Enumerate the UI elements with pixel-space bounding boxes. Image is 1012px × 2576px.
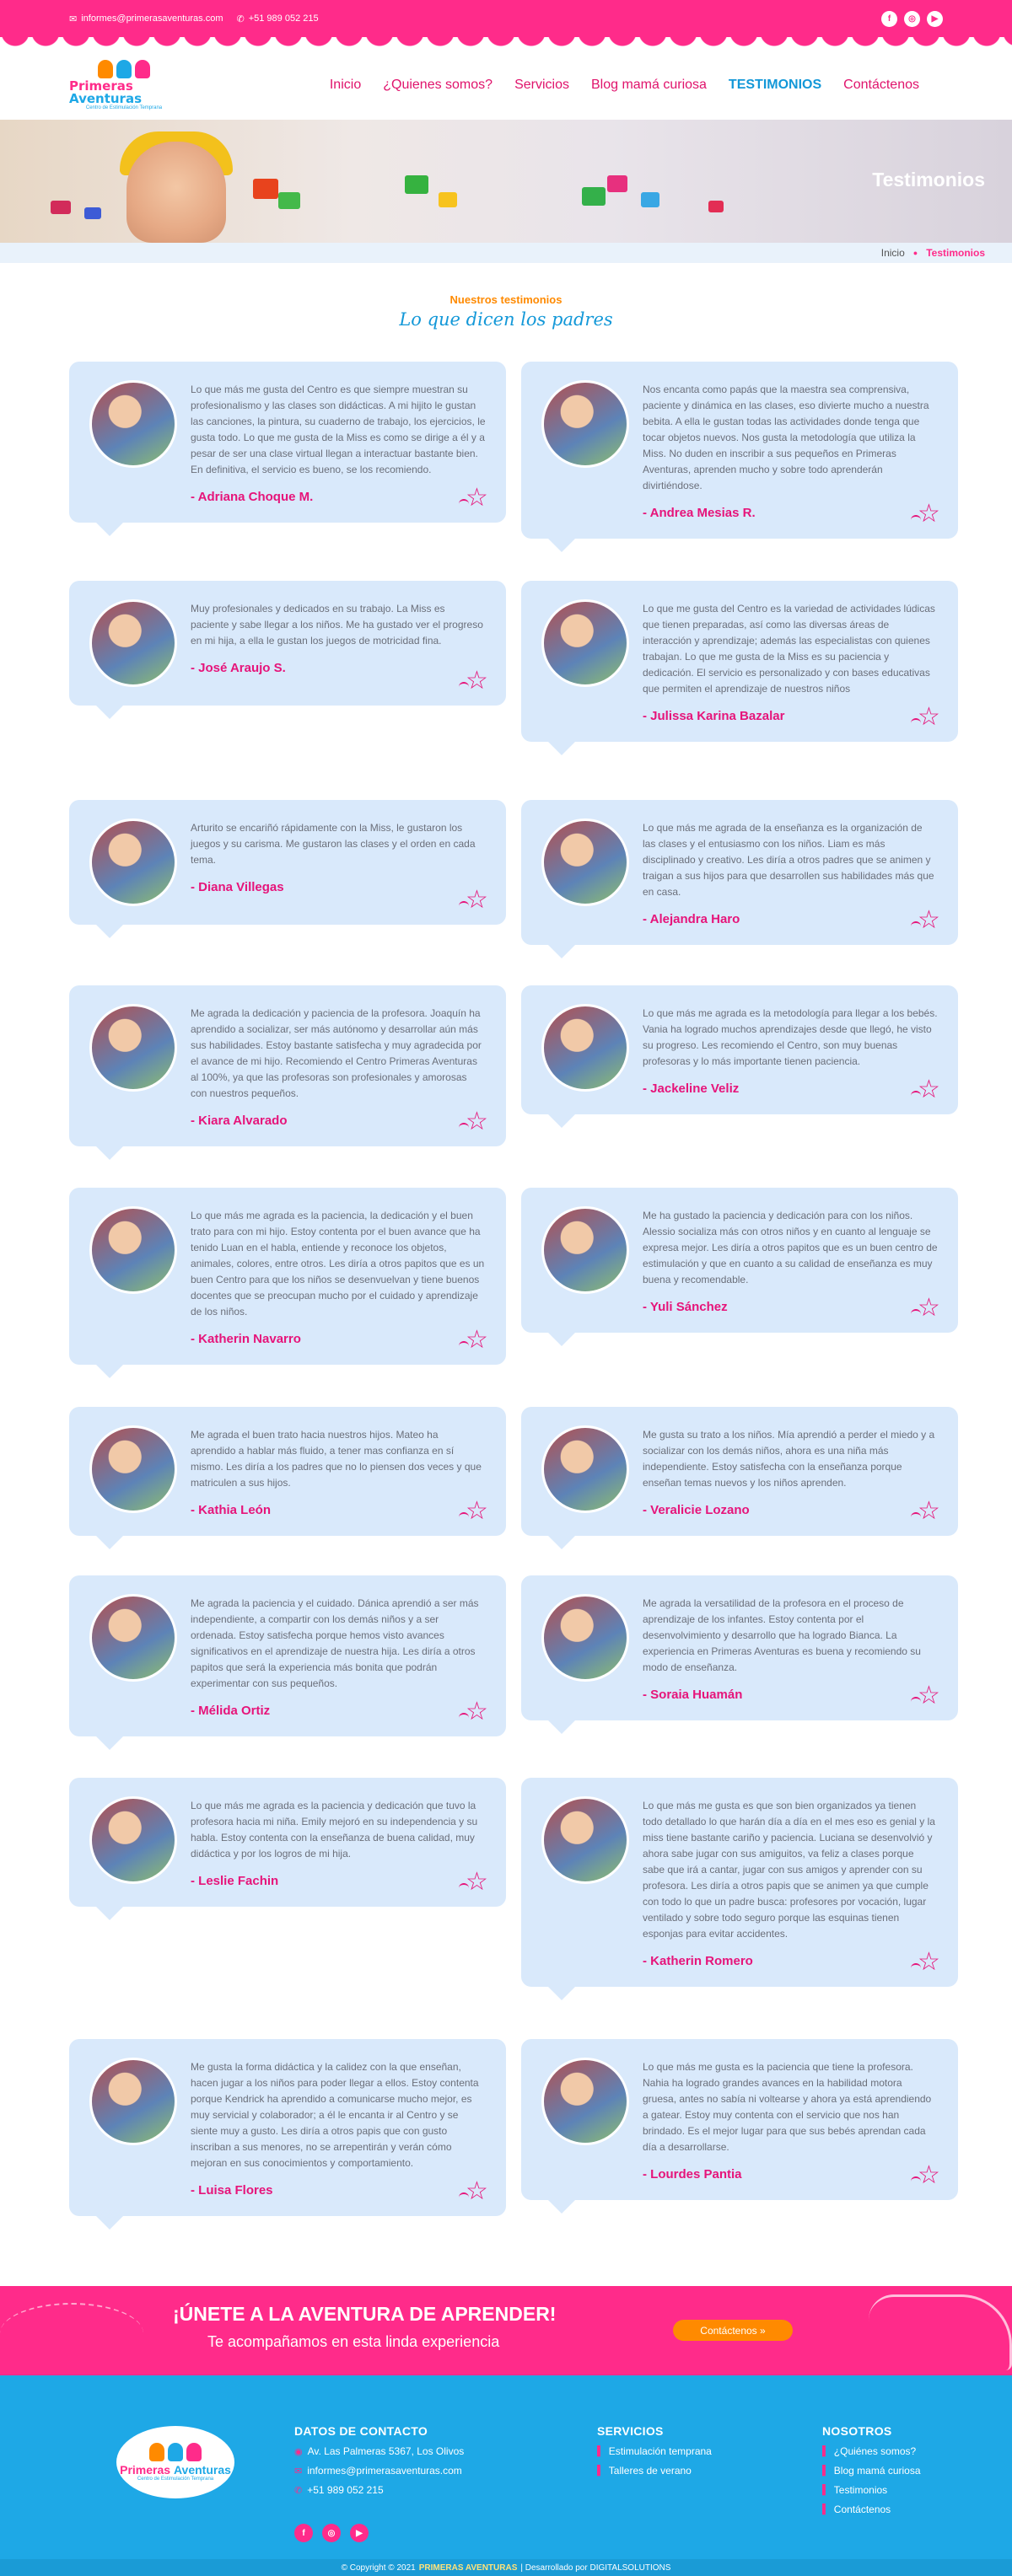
testimonial-author: - Kiara Alvarado: [191, 1114, 288, 1128]
parent-avatar: [89, 1796, 177, 1884]
parent-avatar: [541, 1004, 629, 1092]
youtube-icon[interactable]: ▶: [350, 2524, 369, 2542]
testimonial-text: Me gusta la forma didáctica y la calidez con la que enseñan, hacen jugar a los niños para poder llegar a ellos. Estoy contenta porque Kendrick ha aprendido a comunicarse mucho mejor, es muy servicial y colaborador; a él le encanta ir al Centro y se siente muy a gusto. Les diría a otros papis que con gusto inscriban a sus menores, no se arrepentirán y verán cómo mejoran en sus conocimientos y comportamiento.: [191, 2061, 479, 2169]
testimonial-card: [521, 1575, 958, 1720]
testimonial-card: [69, 1575, 506, 1736]
testimonial-author: - Katherin Romero: [643, 1954, 753, 1968]
site-logo[interactable]: [69, 51, 179, 120]
testimonial-card: [69, 985, 506, 1146]
testimonial-text: Me agrada la dedicación y paciencia de la profesora. Joaquín ha aprendido a socializar, ser más autónomo y desarrollar aún más sus habilidades. Estoy bastante satisfecha y muy agradecida por el avance de mi hijo. Recomiendo el Centro Primeras Aventuras al 100%, ya que las profesoras son profesionales y amorosas con nuestros pequeños.: [191, 1007, 482, 1099]
facebook-icon[interactable]: f: [881, 11, 897, 27]
testimonial-author: - Leslie Fachin: [191, 1874, 279, 1888]
parent-avatar: [541, 1425, 629, 1513]
footer-link[interactable]: ▌ Contáctenos: [822, 2504, 891, 2515]
whatsapp-icon: ✆: [236, 13, 245, 24]
footer-address: ◉ Av. Las Palmeras 5367, Los Olivos: [294, 2445, 465, 2457]
testimonial-author: - Diana Villegas: [191, 880, 284, 894]
star-icon: [918, 703, 946, 732]
testimonial-text: Arturito se encariñó rápidamente con la Miss, le gustaron los juegos y su carisma. Me gustaron las clases y el orden en cada tema.: [191, 822, 476, 866]
star-icon: [918, 1294, 946, 1323]
testimonial-card: [521, 1778, 958, 1987]
nav-testimonios[interactable]: TESTIMONIOS: [728, 78, 822, 92]
testimonial-author: - Andrea Mesias R.: [643, 506, 756, 520]
parent-avatar: [541, 1206, 629, 1294]
logo-kid-icon: [116, 60, 132, 78]
star-icon: [918, 500, 946, 529]
bullet-icon: ▌: [822, 2485, 829, 2495]
parent-avatar: [89, 818, 177, 906]
parent-avatar: [89, 380, 177, 468]
testimonial-author: - Adriana Choque M.: [191, 490, 314, 504]
testimonial-author: - Lourdes Pantia: [643, 2167, 742, 2182]
bullet-icon: ▌: [822, 2446, 829, 2456]
parent-avatar: [541, 599, 629, 687]
star-icon: [466, 1497, 494, 1526]
star-icon: [918, 2161, 946, 2190]
footer-contact: [294, 2424, 464, 2496]
cta-banner: [0, 2286, 1012, 2375]
testimonial-author: - Julissa Karina Bazalar: [643, 709, 785, 723]
testimonial-text: Lo que me gusta del Centro es la variedad de actividades lúdicas que tienen preparadas, así como las diversas áreas de interacción y aprendizaje; además las especialistas con quienes trabajan. Lo que me gusta de la Miss es su paciencia y dedicación. El servicio es personalizado y con bases educativas que permiten el aprendizaje de nuestros niños: [643, 603, 935, 695]
footer-phone[interactable]: ✆ +51 989 052 215: [294, 2484, 384, 2496]
footer-link[interactable]: ▌ Blog mamá curiosa: [822, 2465, 921, 2477]
testimonial-author: - Katherin Navarro: [191, 1332, 301, 1346]
toy-block-icon: [582, 187, 606, 206]
star-icon: [466, 484, 494, 513]
paper-plane-icon: [0, 2303, 143, 2364]
logo-kid-icon: [98, 60, 113, 78]
section-header: [0, 293, 1012, 338]
copyright-bar: [0, 2559, 1012, 2576]
testimonial-text: Me gusta su trato a los niños. Mía aprendió a perder el miedo y a socializar con los demás niños, ahora es una niña más independiente. Estoy satisfecha con la enseñanza porque enseñan temas nuevos y los niños aprenden.: [643, 1429, 935, 1489]
parent-avatar: [541, 818, 629, 906]
parent-avatar: [89, 1206, 177, 1294]
logo-kid-icon: [135, 60, 150, 78]
topbar-email[interactable]: ✉ informes@primerasaventuras.com: [69, 13, 223, 24]
star-icon: [918, 1497, 946, 1526]
parent-avatar: [89, 1425, 177, 1513]
testimonial-card: [69, 1188, 506, 1365]
instagram-icon[interactable]: ◎: [904, 11, 920, 27]
footer-link[interactable]: ▌ ¿Quiénes somos?: [822, 2445, 917, 2457]
topbar-phone[interactable]: ✆ +51 989 052 215: [236, 13, 319, 24]
testimonial-author: - Veralicie Lozano: [643, 1503, 750, 1517]
testimonial-author: - Alejandra Haro: [643, 912, 740, 926]
footer-logo-subtitle: Centro de Estimulación Temprana: [137, 2477, 214, 2482]
testimonial-text: Muy profesionales y dedicados en su trabajo. La Miss es paciente y sabe llegar a los niños. Me ha gustado ver el progreso en mi hija, a ella le gustan los juegos de motricidad fina.: [191, 603, 483, 647]
toy-block-icon: [51, 201, 71, 214]
footer-link[interactable]: ▌ Talleres de verano: [597, 2465, 692, 2477]
testimonial-card: [521, 2039, 958, 2200]
squiggle-divider: [481, 331, 531, 338]
testimonial-text: Lo que más me agrada es la paciencia, la dedicación y el buen trato para con mi hijo. Estoy contenta por el buen avance que ha tenido Luan en el habla, entiende y reconoce los objetos, animales, colores, entre otros. Les diría a otros papitos que es un buen Centro para que los niños se desenvuelvan y tiene buenos docentes que se preocupan mucho por el cuidado y aprendizaje de los niños.: [191, 1210, 485, 1318]
star-icon: [466, 886, 494, 915]
topbar-socials: [881, 11, 943, 27]
testimonial-text: Lo que más me agrada es la metodología para llegar a los bebés. Vania ha logrado muchos aprendizajes desde que llegó, he visto su progreso. Les recomiendo el Centro, son muy buenas profesoras y lo más importante tienen paciencia.: [643, 1007, 938, 1067]
testimonial-card: [69, 362, 506, 523]
testimonial-card: [69, 1407, 506, 1536]
testimonial-text: Me agrada la paciencia y el cuidado. Dánica aprendió a ser más independiente, a compartir con los demás niños y a ser ordenada. Estoy satisfecha porque hemos visto avances significativos en el aprendizaje de nuestra hija. Les diría a otros papitos que será la experiencia más bonita que podrán experimentar con sus pequeños.: [191, 1597, 479, 1689]
testimonial-author: - José Araujo S.: [191, 661, 286, 675]
cta-title: ¡ÚNETE A LA AVENTURA DE APRENDER!: [173, 2303, 557, 2325]
breadcrumb-home[interactable]: Inicio: [880, 247, 905, 259]
footer-link[interactable]: ▌ Estimulación temprana: [597, 2445, 712, 2457]
testimonial-card: [69, 581, 506, 706]
toy-block-icon: [405, 175, 428, 194]
topbar-contact: [69, 13, 319, 24]
nav-quienes-somos[interactable]: ¿Quienes somos?: [383, 78, 493, 92]
toy-block-icon: [278, 192, 300, 209]
testimonial-card: [69, 2039, 506, 2216]
bullet-icon: ▌: [597, 2446, 604, 2456]
breadcrumb-current: Testimonios: [926, 247, 985, 259]
site-header: [0, 51, 1012, 120]
bullet-icon: ▌: [822, 2466, 829, 2476]
toy-block-icon: [439, 192, 457, 207]
breadcrumb: [0, 243, 1012, 263]
nav-blog[interactable]: Blog mamá curiosa: [590, 78, 707, 92]
testimonial-author: - Jackeline Veliz: [643, 1081, 740, 1096]
footer-nosotros-title: NOSOTROS: [822, 2424, 892, 2438]
footer-logo-text: Primeras Aventuras: [120, 2463, 231, 2477]
parent-avatar: [541, 1594, 629, 1682]
testimonials-grid: [0, 362, 1012, 2300]
logo-kids-icon: [149, 2443, 202, 2461]
bullet-icon: ▌: [822, 2504, 829, 2514]
footer-email[interactable]: ✉ informes@primerasaventuras.com: [294, 2465, 462, 2477]
logo-kids-icon: [98, 60, 150, 78]
main-nav: [330, 78, 919, 93]
nav-servicios[interactable]: Servicios: [514, 78, 569, 92]
testimonial-card: [521, 800, 958, 945]
youtube-icon[interactable]: ▶: [927, 11, 943, 27]
logo-kid-icon: [149, 2443, 164, 2461]
mail-icon: ✉: [69, 13, 78, 24]
breadcrumb-separator-icon: ●: [912, 249, 918, 257]
facebook-icon[interactable]: f: [294, 2524, 313, 2542]
testimonial-author: - Yuli Sánchez: [643, 1300, 728, 1314]
topbar: [0, 0, 1012, 37]
parent-avatar: [89, 599, 177, 687]
copyright-credit: | Desarrollado por DIGITALSOLUTIONS: [520, 2563, 671, 2573]
testimonial-text: Lo que más me agrada de la enseñanza es la organización de las clases y el entusiasmo con los niños. Liam es más disciplinado y creativo. Les diría a otros padres que se animen y traigan a sus hijos para que desarrollen sus habilidades más que en casa.: [643, 822, 934, 898]
site-footer: [0, 2375, 1012, 2559]
cta-subtitle: Te acompañamos en esta linda experiencia: [207, 2333, 500, 2350]
testimonial-text: Me ha gustado la paciencia y dedicación para con los niños. Alessio socializa más con otros niños y en cuanto al lenguaje se expresa mejor. Les diría a otros papitos que es un buen centro de estimulación y que en cuanto a su calidad de enseñanza es muy buena y recomendable.: [643, 1210, 938, 1285]
star-icon: [466, 1698, 494, 1726]
testimonial-card: [69, 800, 506, 925]
footer-nosotros: [822, 2424, 921, 2515]
location-icon: ◉: [294, 2446, 303, 2457]
star-icon: [918, 1948, 946, 1977]
testimonial-card: [521, 1188, 958, 1333]
star-icon: [466, 1868, 494, 1897]
star-icon: [918, 1682, 946, 1710]
parent-avatar: [89, 2058, 177, 2145]
star-icon: [918, 1076, 946, 1104]
testimonial-card: [521, 362, 958, 539]
testimonial-author: - Luisa Flores: [191, 2183, 273, 2198]
testimonial-text: Lo que más me gusta es la paciencia que tiene la profesora. Nahia ha logrado grandes avances en la habilidad motora gruesa, antes no sabía ni voltearse y ahora ya está aprendiendo a gatear. Estoy muy contenta con el servicio que nos han brindado. Es el mejor lugar para que sus bebés aprendan cada día a desarrollarse.: [643, 2061, 932, 2153]
star-icon: [466, 1108, 494, 1136]
toy-block-icon: [641, 192, 659, 207]
parent-avatar: [541, 1796, 629, 1884]
footer-logo[interactable]: [116, 2426, 234, 2498]
hero-baby-image: [126, 142, 226, 243]
testimonial-text: Lo que más me gusta es que son bien organizados ya tienen todo detallado lo que harán día a día en el mes eso es genial y la miss tiene bastante cariño y paciencia. Luciana se desenvolvió y ahora sabe jugar con sus amiguitos, va feliz a clases porque sabe que irá a cantar, jugar con sus amigos y aprender con su profesora. Les diría a otros papis que se animen ya que cumple con todo lo que un padre busca: profesores por vocación, lugar ventilado y sobre todo seguro porque las esquinas tienen esponjas para evitar accidentes.: [643, 1800, 935, 1940]
squiggle-decoration: [869, 2294, 1012, 2370]
parent-avatar: [89, 1594, 177, 1682]
testimonial-author: - Kathia León: [191, 1503, 272, 1517]
copyright-text: © Copyright © 2021: [341, 2563, 416, 2573]
logo-text: Primeras Aventuras: [69, 78, 143, 106]
testimonial-text: Lo que más me gusta del Centro es que siempre muestran su profesionalismo y las clases son didácticas. A mi hijito le gustan las canciones, la pintura, su cuaderno de trabajo, los ejercicios, le gusta todo. Lo que me gusta de la Miss es como se dirige a él y a pesar de ser una clase virtual llegan a interactuar bastante bien. En definitiva, el servicio es bueno, se los recomiendo.: [191, 384, 486, 475]
section-kicker: Nuestros testimonios: [449, 293, 563, 306]
logo-kid-icon: [168, 2443, 183, 2461]
testimonial-card: [521, 985, 958, 1114]
parent-avatar: [89, 1004, 177, 1092]
nav-inicio[interactable]: Inicio: [329, 78, 362, 92]
star-icon: [466, 1326, 494, 1355]
section-title: Lo que dicen los padres: [399, 309, 613, 330]
testimonial-author: - Mélida Ortiz: [191, 1704, 271, 1718]
star-icon: [918, 906, 946, 935]
copyright-brand[interactable]: PRIMERAS AVENTURAS: [418, 2563, 518, 2573]
testimonial-card: [521, 581, 958, 742]
footer-services-title: SERVICIOS: [597, 2424, 664, 2438]
footer-socials: [294, 2524, 369, 2542]
hero-banner: [0, 120, 1012, 243]
testimonial-text: Lo que más me agrada es la paciencia y dedicación que tuvo la profesora hacia mi niña. Emily mejoró en su independencia y su habla. Estoy contenta con la enseñanza de buena calidad, muy didáctica y por los logros de mi hija.: [191, 1800, 478, 1860]
testimonial-author: - Soraia Huamán: [643, 1688, 743, 1702]
bullet-icon: ▌: [597, 2466, 604, 2476]
instagram-icon[interactable]: ◎: [322, 2524, 341, 2542]
testimonial-card: [521, 1407, 958, 1536]
testimonial-text: Me agrada la versatilidad de la profesora en el proceso de aprendizaje de los infantes. Estoy contenta por el desenvolvimiento y desarrollo que ha logrado Bianca. La experiencia en Primeras Aventuras es buena y recomiendo su modo de enseñanza.: [643, 1597, 921, 1673]
toy-block-icon: [708, 201, 724, 212]
topbar-wave: [0, 37, 1012, 51]
testimonial-text: Nos encanta como papás que la maestra sea comprensiva, paciente y dinámica en las clases, eso divierte mucho a nuestra bebita. A ella le gustan todas las actividades donde tenga que tocar objetos nuevos. Nos gusta la metodología que utiliza la Miss. No duden en inscribir a sus pequeños en Primeras Aventuras, aprenden mucho y sobre todo aprenderán divirtiéndose.: [643, 384, 929, 491]
footer-link[interactable]: ▌ Testimonios: [822, 2484, 888, 2496]
footer-services: [597, 2424, 712, 2477]
hero-title: Testimonios: [872, 169, 985, 191]
testimonial-card: [69, 1778, 506, 1907]
star-icon: [466, 2177, 494, 2206]
footer-contact-title: DATOS DE CONTACTO: [294, 2424, 428, 2438]
star-icon: [466, 667, 494, 695]
cta-contact-button[interactable]: Contáctenos »: [673, 2320, 793, 2341]
logo-kid-icon: [186, 2443, 202, 2461]
toy-block-icon: [253, 179, 278, 199]
whatsapp-icon: ✆: [294, 2485, 303, 2496]
toy-block-icon: [84, 207, 101, 219]
logo-subtitle: Centro de Estimulación Temprana: [85, 105, 163, 110]
mail-icon: ✉: [294, 2466, 303, 2477]
parent-avatar: [541, 380, 629, 468]
toy-block-icon: [607, 175, 627, 192]
nav-contactenos[interactable]: Contáctenos: [843, 78, 919, 92]
parent-avatar: [541, 2058, 629, 2145]
testimonial-text: Me agrada el buen trato hacia nuestros hijos. Mateo ha aprendido a hablar más fluido, a tener mas confianza en sí mismo. Les diría a los padres que no lo piensen dos veces y que matriculen a sus hijos.: [191, 1429, 482, 1489]
